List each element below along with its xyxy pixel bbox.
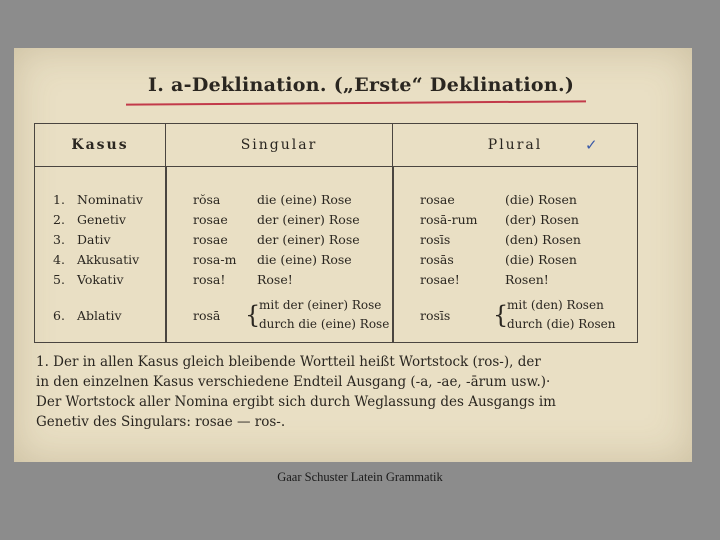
case-number: 1.	[53, 192, 65, 207]
plural-form: rosīs	[420, 232, 451, 247]
plural-translation: (den) Rosen	[505, 232, 581, 247]
header-plural: Plural	[393, 124, 637, 167]
image-caption: Gaar Schuster Latein Grammatik	[277, 470, 443, 484]
brace-icon: {	[245, 301, 261, 329]
case-name: Dativ	[77, 232, 111, 247]
singular-form: rosā	[193, 308, 221, 323]
singular-translation: der (einer) Rose	[257, 212, 360, 227]
table-row-ablative	[35, 296, 637, 336]
brace-icon: {	[493, 301, 509, 329]
plural-translation: (die) Rosen	[505, 252, 577, 267]
singular-translation: durch die (eine) Rose	[259, 317, 390, 331]
header-kasus: Kasus	[35, 124, 166, 167]
plural-form: rosīs	[420, 308, 451, 323]
explanation-paragraph	[36, 352, 644, 432]
plural-translation: (der) Rosen	[505, 212, 579, 227]
header-singular: Singular	[166, 124, 393, 167]
case-number: 5.	[53, 272, 65, 287]
singular-form: rosae	[193, 212, 228, 227]
table-row	[35, 230, 637, 249]
singular-form: rosa!	[193, 272, 226, 287]
red-underline	[126, 100, 586, 105]
case-name: Ablativ	[77, 308, 122, 323]
singular-form: rŏsa	[193, 192, 221, 207]
plural-form: rosae!	[420, 272, 460, 287]
textbook-page	[14, 48, 692, 462]
paragraph-line: in den einzelnen Kasus verschiedene Endteil Ausgang (-a, -ae, -ārum usw.)·	[36, 374, 551, 390]
table-row	[35, 270, 637, 289]
case-number: 4.	[53, 252, 65, 267]
plural-form: rosā-rum	[420, 212, 478, 227]
plural-translation: (die) Rosen	[505, 192, 577, 207]
singular-translation: Rose!	[257, 272, 293, 287]
case-number: 3.	[53, 232, 65, 247]
case-number: 2.	[53, 212, 65, 227]
case-number: 6.	[53, 308, 65, 323]
case-name: Nominativ	[77, 192, 143, 207]
page-heading: I. a-Deklination. („Erste“ Deklination.)	[148, 74, 575, 96]
table-row	[35, 190, 637, 209]
singular-translation: der (einer) Rose	[257, 232, 360, 247]
singular-translation: die (eine) Rose	[257, 252, 352, 267]
case-name: Akkusativ	[77, 252, 140, 267]
table-row	[35, 210, 637, 229]
paragraph-line: Der Wortstock aller Nomina ergibt sich durch Weglassung des Ausgangs im	[36, 394, 556, 410]
singular-form: rosae	[193, 232, 228, 247]
case-name: Genetiv	[77, 212, 126, 227]
case-name: Vokativ	[77, 272, 124, 287]
declension-table	[34, 123, 638, 343]
plural-form: rosās	[420, 252, 454, 267]
singular-translation: mit der (einer) Rose	[259, 298, 382, 312]
paragraph-line: 1. Der in allen Kasus gleich bleibende Wortteil heißt Wortstock (ros-), der	[36, 354, 541, 370]
plural-translation: mit (den) Rosen	[507, 298, 604, 312]
paragraph-line: Genetiv des Singulars: rosae — ros-.	[36, 414, 286, 430]
singular-form: rosa-m	[193, 252, 237, 267]
check-mark-icon: ✓	[585, 136, 598, 154]
plural-translation: durch (die) Rosen	[507, 317, 616, 331]
plural-form: rosae	[420, 192, 455, 207]
table-row	[35, 250, 637, 269]
plural-translation: Rosen!	[505, 272, 549, 287]
singular-translation: die (eine) Rose	[257, 192, 352, 207]
